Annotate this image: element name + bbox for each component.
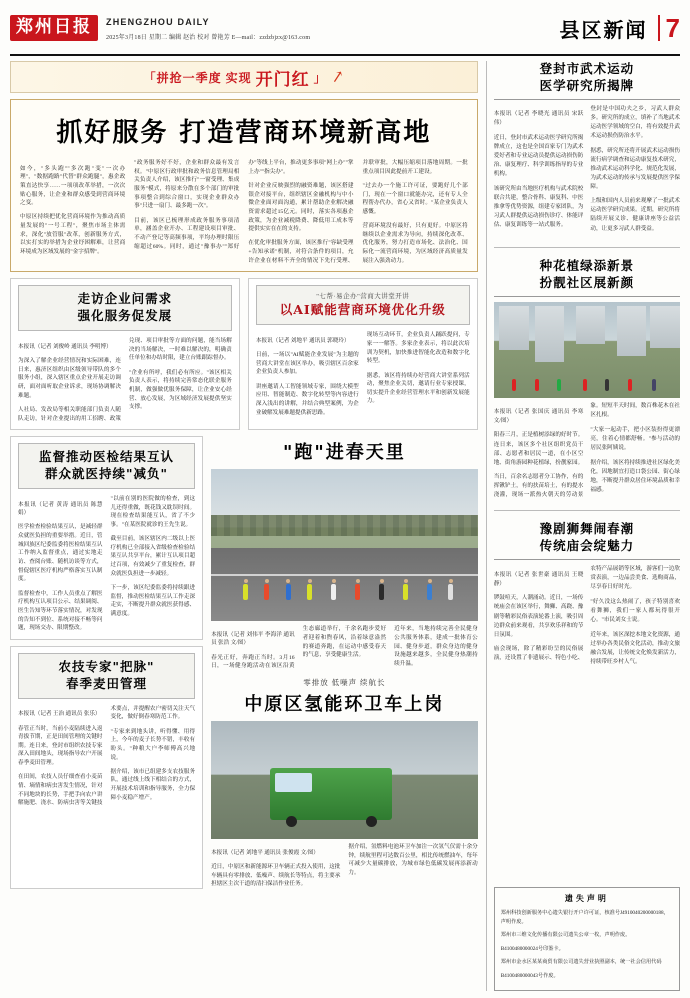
banner-highlight-text: 开门红 <box>255 69 310 90</box>
story-ai-business-env <box>248 278 478 430</box>
story-enterprise-visit <box>10 278 240 430</box>
story-paragraph: 据介绍，该市已组建多支农技服务队，通过线上线下相结合的方式，开展技术培训和指导服务，全力保障小麦稳产增产。 <box>110 768 196 801</box>
truck-wheel <box>286 816 297 827</box>
masthead-text <box>106 15 310 41</box>
story-paragraph: "专家来到地头讲，听得懂、用得上，今年的麦子长势不错，丰收有盼头。"种粮大户李师傅高兴地说。 <box>110 728 196 761</box>
lead-paragraph: 目前，该区已梳理形成政务服务事项清单，涵盖企业开办、工程建设项目审批、不动产登记等高频事项，平均办理时限压缩超过60%。同时，通过"豫事办""郑好办"等线上平台，推动更多事项"网上办""掌上办""指尖办"。 <box>134 160 354 250</box>
right-column <box>486 61 680 991</box>
newspaper-logo: 郑州日报 <box>10 15 98 41</box>
photo-headline: 中原区氢能环卫车上岗 <box>244 694 445 715</box>
column-divider <box>494 247 680 248</box>
photo-road <box>211 548 478 621</box>
photo-volunteer <box>652 379 656 391</box>
story-paragraph: 下一步，该区纪委监委将持续跟进监督，推动医检结果互认工作走深走实，不断提升群众就医获得感、满意度。 <box>110 585 196 617</box>
notice-line: 郑州市三维文化传播有限公司遗失公章一枚，声明作废。 <box>500 932 631 938</box>
photo-runner <box>427 584 432 600</box>
story-body <box>256 331 470 417</box>
main-column <box>10 61 478 991</box>
photo-runner-head <box>356 579 360 583</box>
story-byline: 本报讯（记者 李晓光 通讯员 宋跃伟） <box>493 111 584 127</box>
story-paragraph: 医学检查检验结果互认，是减轻群众就医负担的重要举措。近日，管城回族区纪委监委将医检结果互认工作纳入监督重点，通过实地走访、查阅台账、随机访谈等方式，督促辖区医疗机构严格落实互认制度。 <box>18 524 103 583</box>
banner-right-text: 」 <box>313 70 327 85</box>
story-paragraph: 现场互动环节，企业负责人踊跃提问，专家一一解答。多家企业表示，将以此次培训为契机，加快推进智能化改造和数字化转型。 <box>366 332 470 365</box>
story-byline: 本报讯（记者 张世豪 通讯员 王晓静） <box>493 571 584 587</box>
photo-runner-head <box>404 579 408 583</box>
story-paragraph: 据悉，研究所还将开展武术运动损伤流行病学调查和运动康复技术研究，推动武术运动科学化、规范化发展，为武术运动的传承与发展提供医学保障。 <box>590 147 680 190</box>
photo-runner <box>264 584 269 600</box>
story-paragraph: "大家一起动手，把小区装扮得更漂亮，住着心情都舒畅。"参与活动的居民张阿姨说。 <box>590 426 680 451</box>
photo-treeline <box>211 515 478 536</box>
headline-line-1: 农技专家"把脉" <box>58 658 155 674</box>
story-byline: 本报讯（记者 刘俊岭 通讯员 李明博） <box>18 343 112 350</box>
story-temple-fair <box>494 521 680 667</box>
headline-line-2: 群众就医持续"减负" <box>45 466 169 482</box>
headline-line-1: 豫剧狮舞闹春潮 <box>539 521 635 537</box>
headline-line-2: 传统庙会绽魅力 <box>539 538 635 554</box>
photo-volunteer <box>605 379 609 391</box>
notice-body <box>501 909 673 980</box>
photo-runner-head <box>380 579 384 583</box>
story-paragraph: 据悉，该区将持续办好营商大讲堂系列活动，聚焦企业关切，邀请行业专家授课，切实提升企业经营管理水平和创新发展能力。 <box>366 372 470 405</box>
page-grid <box>10 61 680 991</box>
masthead-right <box>560 14 680 43</box>
lead-paragraph: 中原区持续把优化营商环境作为推动高质量发展的"一号工程"，聚焦市场主体需求，深化"放管服"改革，创新服务方式，以实打实的举措为企业纾困解难，让营商环境成为区域发展的"金字招牌"。 <box>20 214 126 256</box>
headline-line-2: 医学研究所揭牌 <box>539 77 635 93</box>
headline-line-1: 以AI赋能营商环境优化升级 <box>279 302 446 318</box>
photo-running-race <box>211 469 478 621</box>
story-headline-block <box>494 61 680 100</box>
photo-volunteer <box>557 379 561 391</box>
masthead-issue-meta: 2025年3月18日 星期二 编辑 赵治 校对 曾艳芳 E—mail：zzdzbjzx@163.com <box>106 35 311 41</box>
lead-paragraph: 针对企业反映强烈的融资难题，该区搭建银企对接平台，组织辖区金融机构与中小微企业面对面沟通，累计帮助企业解决融资需求超过15亿元。同时，落实各项惠企政策，为企业减税降费、降低用工成本等提供实实在在的支持。 <box>248 182 354 233</box>
story-community-greening <box>494 258 680 500</box>
story-paragraph: "以前在别的医院做的检查，到这儿还得重做，既花钱又耽误时间。现在检查结果能互认，省了不少事。"在某医院就诊的王先生说。 <box>110 495 196 528</box>
lower-left-stack <box>10 436 203 889</box>
headline-line-1: 监督推动医检结果互认 <box>39 449 175 465</box>
story-headline-block <box>18 285 232 331</box>
masthead <box>10 6 680 56</box>
photo-volunteer <box>628 379 632 391</box>
lead-paragraph: 营商环境没有最好，只有更好。中原区将继续以企业需求为导向，持续深化改革、优化服务，努力打造市场化、法治化、国际化一流营商环境，为区域经济高质量发展注入强劲动力。 <box>362 223 468 264</box>
photo-story-running <box>211 436 478 671</box>
story-kicker: "七帮·易企办"营商大讲堂开讲 <box>316 293 410 301</box>
banner-left-text: 「拼抢一季度 实现 <box>143 70 252 85</box>
photo-runner <box>448 584 453 600</box>
lead-paragraph: 如今，"多头跑""多次跑"变"一次办理"，"数据跑路"代替"群众跑腿"，惠企政策直达快享……一项项改革举措，一次次贴心服务，让企业和群众感受到营商环境之变。 <box>20 165 126 207</box>
photo-kicker: 零排放 低噪声 续航长 <box>303 678 386 687</box>
story-body <box>494 105 680 238</box>
notice-title: 遗失声明 <box>564 894 609 903</box>
photo-package <box>211 436 478 889</box>
photo-building <box>535 306 565 362</box>
lead-article <box>10 99 478 272</box>
photo-byline: 本报讯（记者 刘地平 通讯员 张俊霞 文/图） <box>211 849 319 856</box>
truck-wheel <box>366 816 377 827</box>
photo-runner-head <box>332 579 336 583</box>
story-paragraph: 截至目前，该区辖区内二级以上医疗机构已全部接入省级检查检验结果互认共享平台，累计互认项目超过百项，有效减少了重复检查，群众就医负担进一步减轻。 <box>110 536 196 577</box>
lower-row <box>10 436 478 889</box>
masthead-left <box>10 15 310 41</box>
lead-headline: 抓好服务 打造营商环境新高地 <box>56 118 432 148</box>
headline-line-2: 强化服务促发展 <box>77 308 173 324</box>
story-paragraph: "企业有所呼，我们必有所应。"该区相关负责人表示，将持续完善常态化联企服务机制，做强做优服务保障，让企业安心经营、放心发展，为区域经济发展提供坚实支撑。 <box>128 369 232 411</box>
masthead-english-title: ZHENGZHOU DAILY <box>106 17 210 27</box>
notice-line: 郑州科技创新服务中心遗失银行开户许可证，核准号J4910040200000188，声明作废。 <box>500 910 669 925</box>
photo-building <box>576 306 606 344</box>
photo-runner <box>331 584 336 600</box>
story-paragraph: 阳春三月，正是植树添绿的好时节。连日来，该区多个社区组织党员干部、志愿者和居民一道，在小区空地、街角游园种花植绿，扮靓家园。 <box>493 432 584 466</box>
story-paragraph: "好久没这么热闹了，孩子特别喜欢看舞狮，我们一家人都玩得很开心。"市民刘女士说。 <box>590 598 680 623</box>
headline-line-1: 走访企业问需求 <box>77 291 173 307</box>
story-paragraph: 据介绍，该区将持续推进社区绿化美化，因地制宜打造口袋公园、街心绿地，不断提升群众居住环境品质和幸福感。 <box>590 459 680 493</box>
story-martial-arts-institute <box>494 61 680 237</box>
story-byline: 本报讯（记者 张国庆 通讯员 李寒 文/图） <box>493 408 584 424</box>
photo-story-hydrogen-truck <box>211 677 478 889</box>
photo-runner <box>403 584 408 600</box>
story-paragraph: 该研究所由当地医疗机构与武术院校联合共建，整合骨科、康复科、中医推拿等优势资源，组建专家团队，为习武人群提供运动损伤诊疗、体能评估、康复训练等一站式服务。 <box>493 185 584 229</box>
story-paragraph: 讲座邀请人工智能领域专家，围绕大模型应用、智能制造、数字化转型等内容进行深入浅出的讲解，并结合典型案例，为企业破解发展难题提供新思路。 <box>255 383 359 416</box>
photo-byline: 本报讯（记者 刘伟平 李海洋 通讯员 张浩 文/图） <box>211 631 295 647</box>
story-byline: 本报讯（记者 刘地平 通讯员 郭晓玲） <box>255 337 350 344</box>
story-body <box>18 705 195 808</box>
story-paragraph: 为深入了解企业经营情况和实际困难，连日来，惠济区组织由区级领导带队的多个服务小组，深入辖区重点企业开展走访调研，面对面听取企业诉求，现场协调解决难题。 <box>18 358 121 399</box>
story-agriculture-expert <box>10 646 203 889</box>
photo-volunteer <box>535 379 539 391</box>
headline-line-1: 种花植绿添新景 <box>539 258 635 274</box>
photo-caption: 春光正好，奔跑正当时。3月16日，一场健身跑活动在该区沿黄生态廊道举行，千余名跑步爱好者迎着和煦春风，沿着绿意盎然的赛道奔跑，在运动中感受春天的气息，享受健康生活。 <box>211 626 387 670</box>
story-headline-block <box>256 285 470 325</box>
headline-line-2: 春季麦田管理 <box>66 675 148 691</box>
photo-runner-head <box>449 579 453 583</box>
story-paragraph: 锣鼓喧天，人潮涌动。近日，一场传统庙会在该区举行，舞狮、高跷、豫剧等精彩民俗表演轮番上演，吸引周边群众前来观看，共享欢乐祥和的节日氛围。 <box>493 595 584 638</box>
photo-runner-head <box>265 579 269 583</box>
notice-line: B4100480000043号作废。 <box>500 972 559 979</box>
story-headline-block <box>18 653 195 699</box>
story-headline-block <box>494 258 680 297</box>
notice-line: B4100480000024号印鉴卡。 <box>500 945 564 952</box>
lead-paragraph: "政务服务好不好，企业和群众最有发言权。"中原区行政审批和政务信息管理局相关负责人介绍，该区推行"一窗受理、集成服务"模式，将原来分散在多个部门的审批事项整合到综合窗口，实现企业群众办事"只进一扇门、最多跑一次"。 <box>134 160 240 210</box>
two-story-row <box>10 278 478 430</box>
story-paragraph: 上级和国内人员前来观摩了一批武术运动医学研究成果。近期，研究所将陆续开展义诊、健康讲座等公益活动，让更多习武人群受益。 <box>590 198 680 232</box>
story-byline: 本报讯（记者 黄涛 通讯员 陈慧娟） <box>18 501 103 517</box>
arrow-up-icon: ↗ <box>329 67 346 88</box>
campaign-banner <box>10 61 478 93</box>
lost-notice-box <box>494 887 680 991</box>
photo-headline: "跑"进春天里 <box>283 442 406 464</box>
story-body <box>494 565 680 668</box>
story-paragraph: 在田间，农技人员仔细查看小麦苗情、墒情和病虫害发生情况，针对不同地块的长势，手把手向农户讲解施肥、浇水、防病虫害等关键技术要点，并提醒农户密切关注天气变化，做好倒春寒防范工作。 <box>18 705 196 807</box>
story-medical-results <box>10 436 203 640</box>
photo-building <box>650 306 680 348</box>
lead-paragraph: "过去办一个施工许可证，要跑好几个部门，现在一个窗口就能办完，还有专人全程帮办代办，省心又省时。"某企业负责人感慨。 <box>362 182 468 215</box>
story-paragraph: 近年来，该区深挖本地文化资源，通过举办各类民俗文化活动，推动文旅融合发展，让传统文化焕发新活力，持续带旺乡村人气。 <box>590 631 680 665</box>
photo-caption: 近日，中原区和新能源环卫车辆正式投入使用，这批车辆具有零排放、低噪声、续航长等特点，将主要承担辖区主次干道的清扫保洁作业任务。 <box>211 863 341 888</box>
story-body <box>18 495 195 633</box>
photo-runner-head <box>244 579 248 583</box>
story-paragraph: 近日，登封市武术运动医学研究所揭牌成立，这也是全国首家专门为武术爱好者和专业运动员提供运动损伤防治、康复理疗、科学训练指导的专业机构。 <box>493 135 584 178</box>
photo-runner-head <box>428 579 432 583</box>
story-paragraph: 庙会现场，除了精彩纷呈的民俗展演，还设置了非遗展示、特色小吃、农特产品展销等区域，游客们一边欣赏表演，一边品尝美食、选购商品，尽享春日好时光。 <box>493 566 680 662</box>
story-byline: 本报讯（记者 王治 通讯员 张乐） <box>18 711 101 718</box>
lead-body <box>20 159 468 265</box>
story-body <box>18 337 232 423</box>
photo-building <box>617 306 647 356</box>
story-paragraph: 监督检查中，工作人员重点了解医疗机构互认项目公示、结果调阅、医生告知等环节落实情况，对发现的告知不到位、系统对接不畅等问题，现场交办、限期整改。 <box>18 590 103 632</box>
page-number: 7 <box>658 15 680 41</box>
photo-runner <box>379 584 384 600</box>
truck-windshield <box>275 773 312 792</box>
headline-line-2: 扮靓社区展新颜 <box>539 275 635 291</box>
photo-volunteer <box>583 379 587 391</box>
story-paragraph: 当日，百余名志愿者分工协作，有的挥锹铲土，有的扶苗培土，有的提水浇灌，现场一派热火朝天的劳动景象。短短半天时间，数百株花木在社区扎根。 <box>493 403 680 499</box>
photo-runner-head <box>308 579 312 583</box>
photo-caption: 近年来，当地持续完善全民健身公共服务体系，建成一批体育公园、健身步道，群众身边的健身设施越来越多，全民健身热潮持续升温。 <box>394 626 478 667</box>
section-title: 县区新闻 <box>559 17 648 42</box>
photo-runner <box>307 584 312 600</box>
photo-building <box>499 306 529 350</box>
column-divider <box>494 510 680 511</box>
photo-runner <box>243 584 248 600</box>
story-paragraph: 登封是中国功夫之乡，习武人群众多。研究所的成立，填补了当地武术运动医学领域的空白，将有效提升武术运动损伤防治水平。 <box>590 105 680 139</box>
headline-line-1: 登封市武术运动 <box>539 61 635 76</box>
story-headline-block <box>494 521 680 560</box>
notice-line: 郑州市金水区某某商贸有限公司遗失营业执照副本，统一社会信用代码 <box>500 959 662 965</box>
photo-runner <box>355 584 360 600</box>
photo-volunteer <box>512 379 516 391</box>
lead-paragraph: 在优化审批服务方面，该区推行"容缺受理+告知承诺"机制，对符合条件的项目，允许企业在材料不齐全的情况下先行受理、并联审批，大幅压缩项目落地周期。一批重点项目因此提前开工建设。 <box>248 160 468 264</box>
photo-caption: 据介绍，氢燃料电池环卫车加注一次氢气仅需十余分钟，续航里程可达数百公里，相比传统燃油车，每年可减少大量碳排放，为城市绿色低碳发展再添新动力。 <box>348 844 478 876</box>
photo-sanitation-truck <box>211 721 478 839</box>
story-body <box>494 402 680 500</box>
story-headline-block <box>18 443 195 489</box>
photo-caption-block <box>211 843 478 889</box>
photo-lane-line <box>211 574 478 576</box>
story-paragraph: 人社局、发改局等相关职能部门负责人随队走访，针对企业提出的用工招聘、政策兑现、项目审批等方面的问题，能当场解决的当场解决，一时难以解决的，明确责任单位和办结时限，建立台账跟踪督办。 <box>18 338 232 422</box>
photo-runner <box>286 584 291 600</box>
story-paragraph: 日前，一场以"AI赋能企业发展"为主题的营商大讲堂在该区举办，吸引辖区百余家企业负责人参加。 <box>255 352 359 376</box>
story-paragraph: 春管正当时，当前小麦陆续进入返青拔节期，正是田间管理的关键时期。连日来，登封市组织农技专家深入田间地头，现场指导农户开展春季麦田管理。 <box>18 725 103 767</box>
photo-caption-block <box>211 625 478 671</box>
photo-community-planting <box>494 302 680 398</box>
